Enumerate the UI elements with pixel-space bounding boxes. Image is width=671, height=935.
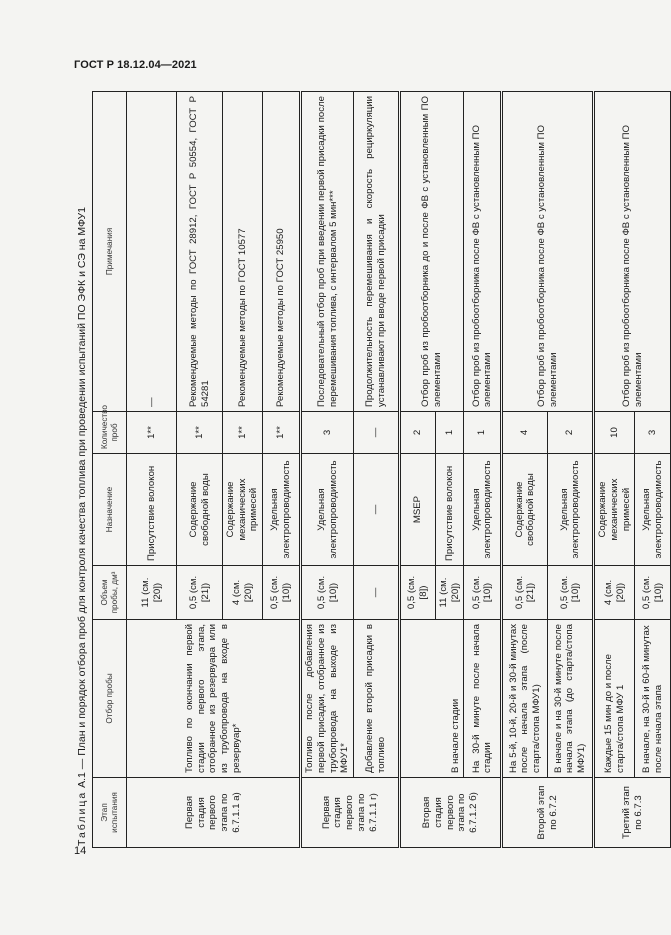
volume-cell: 0,5 (см. [8]) — [399, 566, 435, 620]
note-cell: Продолжительность перемешивания и скорость рециркуляции устанавливают при вводе первой присадки — [353, 92, 399, 412]
stage-cell: Первая стадия первого этапа по 6.7.1.1 г) — [301, 778, 400, 848]
purpose-cell: — — [353, 454, 399, 566]
note-cell: Отбор проб из пробоотборника после ФВ с установленным ПО элементами — [502, 92, 594, 412]
count-cell: 3 — [301, 412, 354, 454]
purpose-cell: Удельная электропроводимость — [301, 454, 354, 566]
purpose-cell: Содержание механических примесей — [594, 454, 635, 566]
sampling-cell: На 30-й минуте после начала стадии — [464, 620, 502, 778]
count-cell: 1 — [464, 412, 502, 454]
purpose-cell: Содержание свободной воды — [177, 454, 223, 566]
stage-cell: Третий этап по 6.7.3 — [594, 778, 671, 848]
sampling-plan-table — [92, 91, 671, 848]
page-number: 14 — [74, 845, 87, 857]
table-header-row — [93, 92, 127, 848]
count-cell: 1** — [263, 412, 301, 454]
volume-cell: — — [353, 566, 399, 620]
purpose-cell: Удельная электропроводимость — [635, 454, 671, 566]
sampling-cell: В начале стадии — [399, 620, 463, 778]
count-cell: 10 — [594, 412, 635, 454]
purpose-cell: Содержание механических примесей — [223, 454, 263, 566]
table-row — [464, 92, 502, 848]
purpose-cell: Удельная электропроводимость — [263, 454, 301, 566]
volume-cell: 4 (см. [20]) — [594, 566, 635, 620]
count-cell: — — [353, 412, 399, 454]
purpose-cell: MSEP — [399, 454, 435, 566]
note-cell: Последовательный отбор проб при введении первой присадки после перемешивания топлива, с интервалом 5 мин*** — [301, 92, 354, 412]
caption-label: Таблица — [76, 790, 88, 846]
sampling-cell: Топливо по окончании первой стадии первого этапа, отобранное из резервуара или из трубопровода на входе в резервуар* — [127, 620, 301, 778]
table-row — [353, 92, 399, 848]
table-row — [399, 92, 435, 848]
table-row — [502, 92, 548, 848]
note-cell: Рекомендуемые методы по ГОСТ 28912, ГОСТ Р 50554, ГОСТ Р 54281 — [177, 92, 223, 412]
volume-cell: 0,5 (см. [10]) — [635, 566, 671, 620]
volume-cell: 4 (см. [20]) — [223, 566, 263, 620]
purpose-cell: Удельная электропроводимость — [548, 454, 594, 566]
purpose-cell: Удельная электропроводимость — [464, 454, 502, 566]
sampling-cell: Каждые 15 мин до и после старта/стопа МФУ 1 — [594, 620, 635, 778]
purpose-cell: Присутствие волокон — [127, 454, 177, 566]
header-count: Количество проб — [93, 412, 127, 454]
rotated-table-area — [74, 92, 664, 848]
table-row — [301, 92, 354, 848]
volume-cell: 0,5 (см. [21]) — [502, 566, 548, 620]
count-cell: 3 — [635, 412, 671, 454]
volume-cell: 0,5 (см. [10]) — [263, 566, 301, 620]
stage-cell: Вторая стадия первого этапа по 6.7.1.2 б) — [399, 778, 501, 848]
count-cell: 1 — [435, 412, 463, 454]
purpose-cell: Присутствие волокон — [435, 454, 463, 566]
table-row — [594, 92, 635, 848]
note-cell: Отбор проб из пробоотборника после ФВ с установленным ПО элементами — [464, 92, 502, 412]
note-cell: Рекомендуемые методы по ГОСТ 10577 — [223, 92, 263, 412]
volume-cell: 11 (см. [20]) — [127, 566, 177, 620]
purpose-cell: Содержание свободной воды — [502, 454, 548, 566]
sampling-cell: На 5-й, 10-й, 20-й и 30-й минутах после начала этапа (после старта/стопа МФУ1) — [502, 620, 548, 778]
sampling-cell: Топливо после добавления первой присадки, отобранное из трубопровода на выходе из МФУ1* — [301, 620, 354, 778]
note-cell: Отбор проб из пробоотборника после ФВ с установленным ПО элементами — [594, 92, 671, 412]
sampling-cell: В начале и на 30-й минуте после начала этапа (до старта/стопа МФУ1) — [548, 620, 594, 778]
header-purpose: Назначение — [93, 454, 127, 566]
note-cell: Отбор проб из пробоотборника до и после ФВ с установленным ПО элементами — [399, 92, 463, 412]
note-cell: Рекомендуемые методы по ГОСТ 25950 — [263, 92, 301, 412]
header-volume: Объем пробы, дм³ — [93, 566, 127, 620]
volume-cell: 0,5 (см. [10]) — [548, 566, 594, 620]
header-sampling: Отбор пробы — [93, 620, 127, 778]
count-cell: 2 — [399, 412, 435, 454]
count-cell: 1** — [127, 412, 177, 454]
count-cell: 1** — [223, 412, 263, 454]
count-cell: 4 — [502, 412, 548, 454]
sampling-cell: В начале, на 30-й и 60-й минутах после начала этапа — [635, 620, 671, 778]
table-row — [127, 92, 177, 848]
table-caption — [74, 207, 90, 846]
header-stage: Этап испытания — [93, 778, 127, 848]
stage-cell: Второй этап по 6.7.2 — [502, 778, 594, 848]
caption-number: А.1 — [76, 772, 88, 788]
volume-cell: 0,5 (см. [10]) — [301, 566, 354, 620]
document-header: ГОСТ Р 18.12.04—2021 — [74, 59, 197, 71]
volume-cell: 0,5 (см. [21]) — [177, 566, 223, 620]
note-cell: — — [127, 92, 177, 412]
count-cell: 2 — [548, 412, 594, 454]
header-notes: Примечания — [93, 92, 127, 412]
count-cell: 1** — [177, 412, 223, 454]
sampling-cell: Добавление второй присадки в топливо — [353, 620, 399, 778]
volume-cell: 11 (см. [20]) — [435, 566, 463, 620]
caption-text: — План и порядок отбора проб для контроля качества топлива при проведении испытаний ПО ЭФК и СЭ на МФУ1 — [76, 206, 88, 773]
volume-cell: 0,5 (см. [10]) — [464, 566, 502, 620]
stage-cell: Первая стадия первого этапа по 6.7.1.1 а) — [127, 778, 301, 848]
